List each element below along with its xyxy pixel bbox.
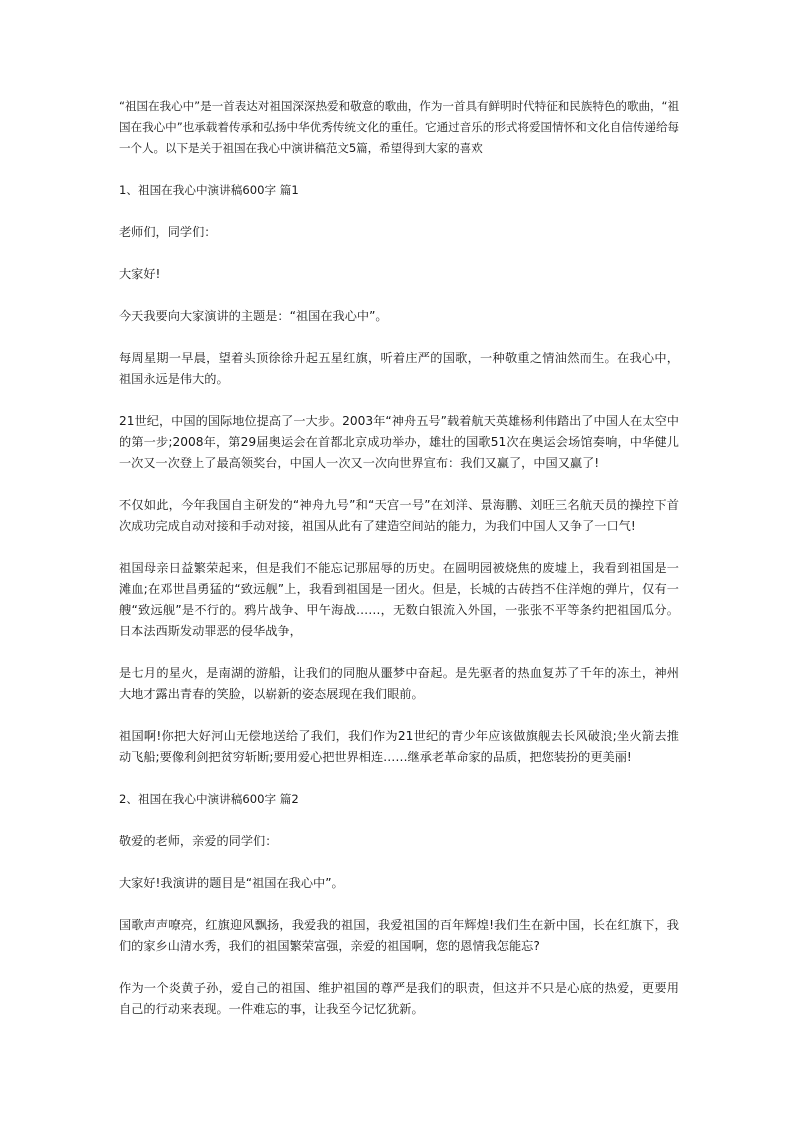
paragraph: 今天我要向大家演讲的主题是：“祖国在我心中”。 <box>119 309 388 323</box>
paragraph: 祖国母亲日益繁荣起来，但是我们不能忘记那屈辱的历史。在圆明园被烧焦的废墟上，我看到祖国是一滩血;在邓世昌勇猛的“致远舰”上，我看到祖国是一团火。但是，长城的古砖挡不住洋炮的弹片，仅有一艘“致远舰”是不行的。鸦片战争、甲午海战……，无数白银流入外国，一张张不平等条约把祖国瓜分。日本法西斯发动罪恶的侵华战争， <box>119 561 679 638</box>
paragraph: 国歌声声嘹亮，红旗迎风飘扬，我爱我的祖国，我爱祖国的百年辉煌!我们生在新中国，长在红旗下，我们的家乡山清水秀，我们的祖国繁荣富强，亲爱的祖国啊，您的恩情我怎能忘? <box>119 918 679 953</box>
paragraph: 不仅如此，今年我国自主研发的“神舟九号”和“天宫一号”在刘洋、景海鹏、刘旺三名航天员的操控下首次成功完成自动对接和手动对接，祖国从此有了建造空间站的能力，为我们中国人又争了一口气! <box>119 498 679 533</box>
intro-paragraph: “祖国在我心中”是一首表达对祖国深深热爱和敬意的歌曲，作为一首具有鲜明时代特征和民族特色的歌曲，“祖国在我心中”也承载着传承和弘扬中华优秀传统文化的重任。它通过音乐的形式将爱国情怀和文化自信传递给每一个人。以下是关于祖国在我心中演讲稿范文5篇，希望得到大家的喜欢 <box>119 99 679 155</box>
paragraph: 大家好!我演讲的题目是“祖国在我心中”。 <box>119 876 344 890</box>
paragraph: 老师们，同学们： <box>119 225 217 239</box>
paragraph: 作为一个炎黄子孙，爱自己的祖国、维护祖国的尊严是我们的职责，但这并不只是心底的热爱，更要用自己的行动来表现。一件难忘的事，让我至今记忆犹新。 <box>119 981 679 1016</box>
paragraph: 大家好! <box>119 267 161 281</box>
paragraph: 敬爱的老师，亲爱的同学们： <box>119 834 278 848</box>
document-page <box>119 96 679 1020</box>
paragraph: 是七月的星火，是南湖的游船，让我们的同胞从噩梦中奋起。是先驱者的热血复苏了千年的冻土，神州大地才露出青春的笑脸，以崭新的姿态展现在我们眼前。 <box>119 666 679 701</box>
paragraph: 每周星期一早晨，望着头顶徐徐升起五星红旗，听着庄严的国歌，一种敬重之情油然而生。在我心中，祖国永远是伟大的。 <box>119 351 679 386</box>
paragraph: 祖国啊!你把大好河山无偿地送给了我们，我们作为21世纪的青少年应该做旗舰去长风破浪;坐火箭去推动飞船;要像利剑把贫穷斩断;要用爱心把世界相连……继承老革命家的品质，把您装扮的更美丽! <box>119 729 679 764</box>
section-heading: 2、祖国在我心中演讲稿600字 篇2 <box>119 792 299 806</box>
section-heading: 1、祖国在我心中演讲稿600字 篇1 <box>119 183 299 197</box>
paragraph: 21世纪，中国的国际地位提高了一大步。2003年“神舟五号”载着航天英雄杨利伟踏出了中国人在太空中的第一步;2008年，第29届奥运会在首都北京成功举办，雄壮的国歌51次在奥运会场馆奏响，中华健儿一次又一次登上了最高领奖台，中国人一次又一次向世界宣布：我们又赢了，中国又赢了! <box>119 414 679 470</box>
